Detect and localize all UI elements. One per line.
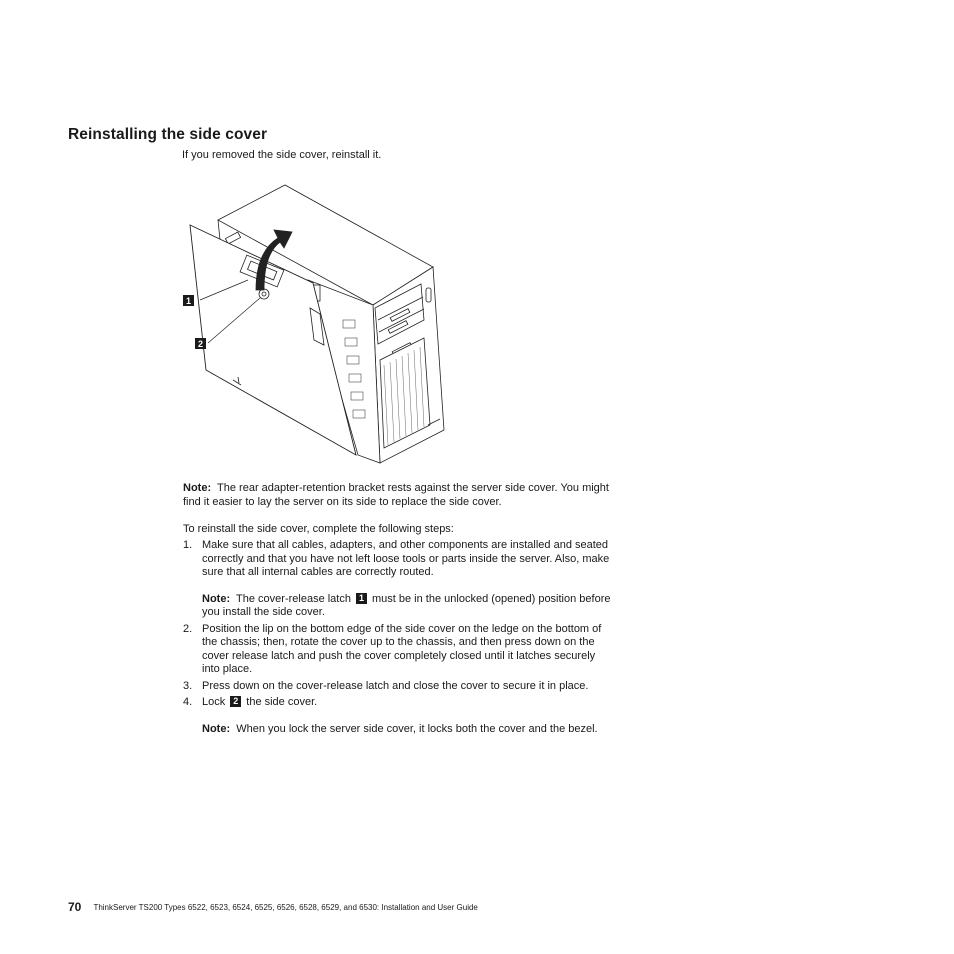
step-number: 3. bbox=[183, 679, 193, 692]
step-number: 2. bbox=[183, 622, 193, 635]
step-note bbox=[202, 593, 613, 620]
page-footer bbox=[68, 900, 478, 914]
step-number: 1. bbox=[183, 539, 193, 551]
cover-lock bbox=[259, 289, 269, 299]
page-number: 70 bbox=[68, 900, 82, 914]
footer-title: ThinkServer TS200 Types 6522, 6523, 6524, 6525, 6526, 6528, 6529, and 6530: Installation and User Guide bbox=[93, 903, 478, 912]
note-text-after: must be in the unlocked (opened) position before you install the side cover. bbox=[202, 592, 611, 618]
step-1 bbox=[183, 539, 613, 620]
note-block bbox=[183, 481, 613, 509]
step-text: Make sure that all cables, adapters, and other components are installed and seated correctly and that you have not left loose tools or parts inside the server. Also, make sure that all internal cables are correctly routed. bbox=[202, 539, 610, 578]
callout-2-label: 2 bbox=[197, 339, 204, 349]
step-text: Position the lip on the bottom edge of the side cover on the ledge on the bottom of the chassis; then, rotate the cover up to the chassis, and then press down on the cover release latch and push the cover completely closed until it latches securely into place. bbox=[202, 622, 602, 675]
callout-1-badge: 1 bbox=[356, 593, 367, 604]
note-label: Note: bbox=[183, 482, 212, 494]
note-text: The rear adapter-retention bracket rests against the server side cover. You might find it easier to lay the server on its side to replace the side cover. bbox=[183, 482, 609, 508]
callout-1-label: 1 bbox=[185, 296, 192, 306]
step-text-before: Lock bbox=[202, 696, 226, 708]
step-3 bbox=[183, 680, 613, 694]
steps-list bbox=[183, 539, 613, 739]
steps-intro: To reinstall the side cover, complete the following steps: bbox=[183, 523, 454, 535]
note-label: Note: bbox=[202, 722, 231, 735]
note-text-before: The cover-release latch bbox=[236, 592, 351, 605]
note-label: Note: bbox=[202, 592, 231, 605]
note-text: When you lock the server side cover, it locks both the cover and the bezel. bbox=[236, 722, 598, 735]
step-number: 4. bbox=[183, 696, 193, 708]
step-text: Press down on the cover-release latch and close the cover to secure it in place. bbox=[202, 679, 589, 692]
step-4 bbox=[183, 696, 613, 736]
step-text-after: the side cover. bbox=[246, 696, 318, 708]
step-note bbox=[202, 723, 613, 737]
callout-2-badge: 2 bbox=[230, 696, 241, 707]
step-2 bbox=[183, 623, 613, 677]
intro-text: If you removed the side cover, reinstall it. bbox=[182, 149, 382, 161]
section-heading: Reinstalling the side cover bbox=[68, 126, 268, 143]
server-side-cover-illustration bbox=[178, 180, 448, 470]
